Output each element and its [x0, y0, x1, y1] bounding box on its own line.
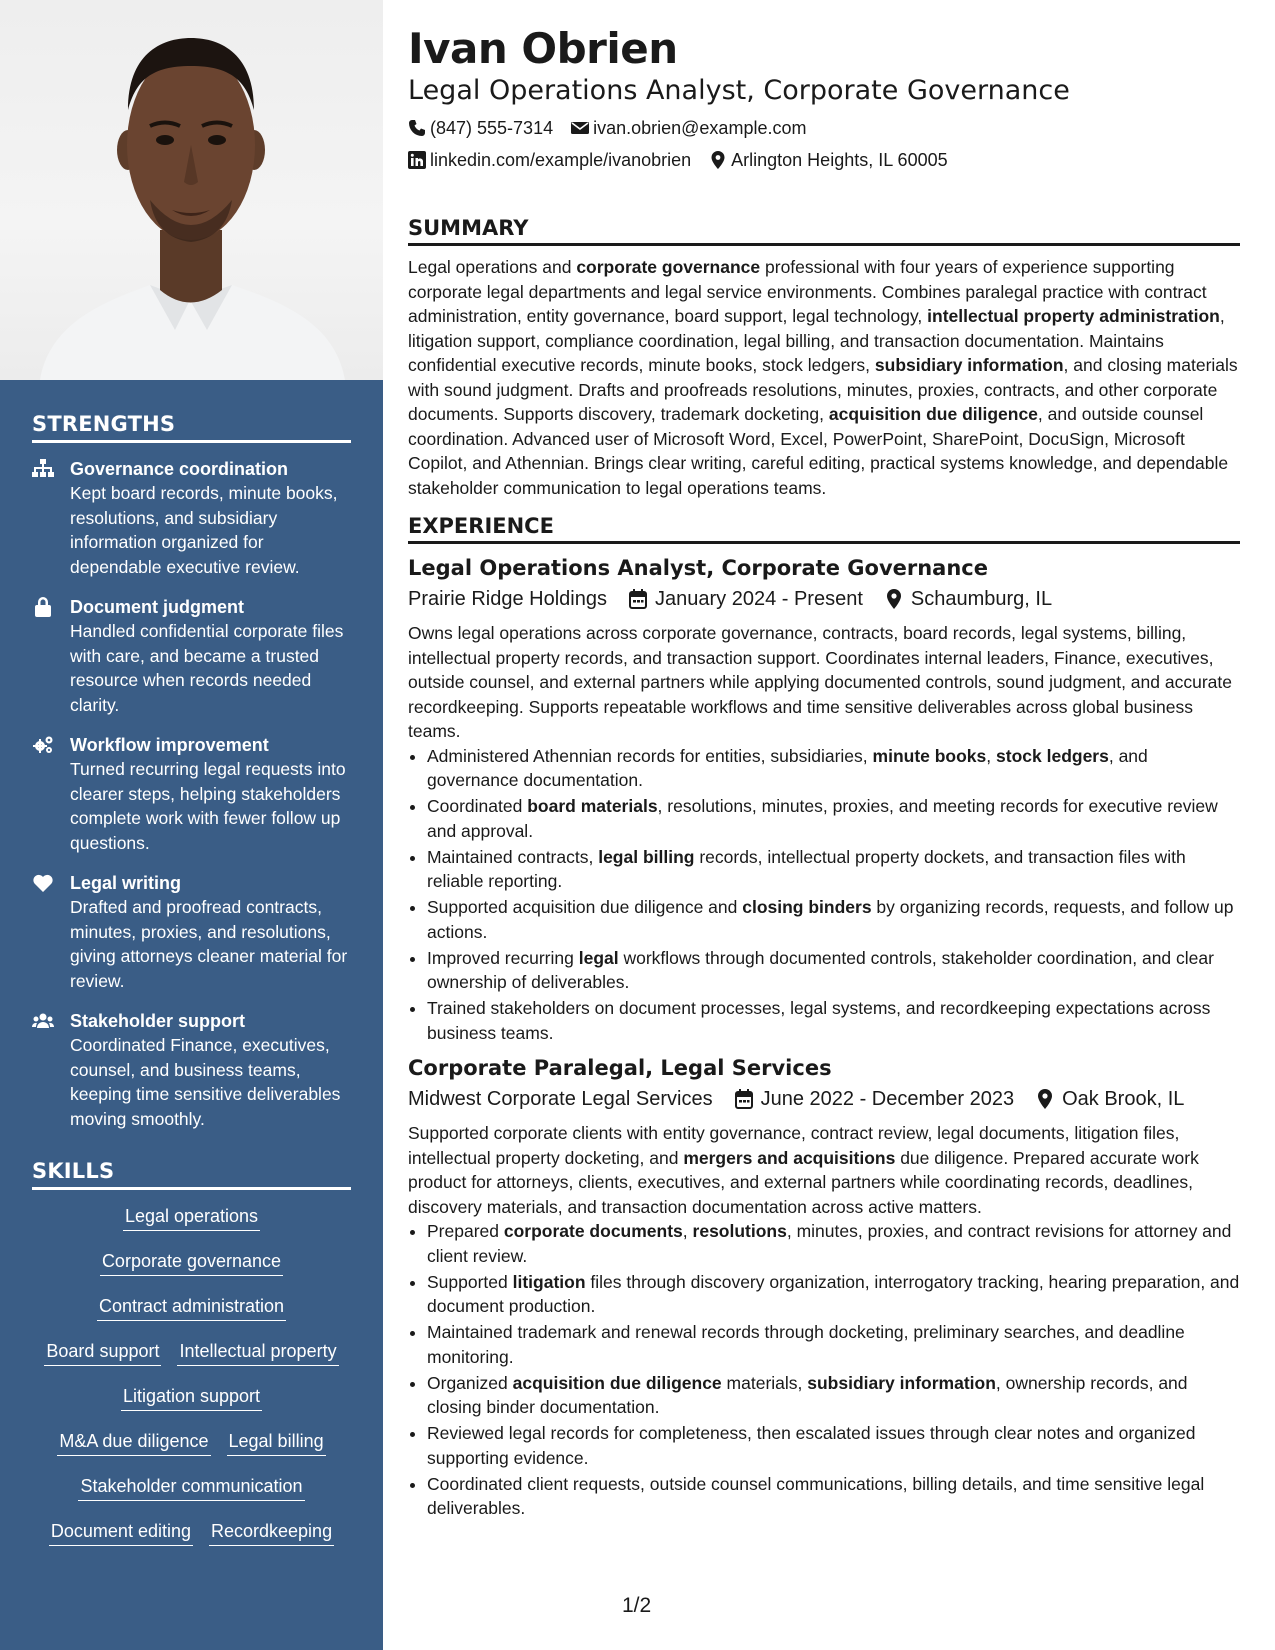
strength-desc: Turned recurring legal requests into clearer steps, helping stakeholders complete work with fewer follow up questions. [70, 759, 346, 853]
job-title: Corporate Paralegal, Legal Services [408, 1056, 832, 1080]
skills-list [32, 1204, 351, 1564]
bold-text: legal billing [598, 846, 695, 867]
strength-title: Document judgment [70, 597, 244, 617]
phone-item [408, 112, 553, 144]
job-description: Owns legal operations across corporate governance, contracts, board records, legal systems, billing, intellectual property records, and transaction support. Coordinates internal leaders, Finance, executives, outside counsel, and external partners while applying documented controls, sound judgment, and accurate recordkeeping. Supports repeatable workflows and time sensitive deliverables across global business teams. [408, 623, 1232, 741]
skill-tag: M&A due diligence [57, 1429, 210, 1456]
contact-row-2 [408, 144, 1240, 176]
bullet-item [427, 744, 1240, 793]
strengths-heading: STRENGTHS [32, 412, 351, 443]
job-description [408, 1121, 1240, 1219]
bullet-item [427, 1219, 1240, 1268]
strength-desc: Coordinated Finance, executives, counsel, and business teams, keeping time sensitive deliverables moving smoothly. [70, 1035, 341, 1129]
strength-title: Legal writing [70, 873, 182, 893]
bold-text: intellectual property administration [927, 306, 1220, 326]
lock-icon [32, 595, 70, 717]
text-run: , [682, 1221, 693, 1241]
text-run: professional with four years of experience supporting corporate legal departments and legal service environments. Combines paralegal practice with contract administration, entity governance, board support, legal technology, [408, 257, 1207, 326]
bullet-item [427, 794, 1240, 843]
bold-text: stock ledgers [996, 745, 1109, 766]
skill-tag: Recordkeeping [209, 1519, 334, 1546]
job-dates: January 2024 - Present [654, 588, 863, 610]
job-meta [408, 583, 1240, 615]
job-entry [408, 553, 1240, 1045]
strength-item [32, 733, 351, 855]
text-run: Improved recurring [427, 947, 579, 968]
heart-icon [32, 871, 70, 993]
job-bullets [408, 744, 1240, 1046]
text-run: , litigation support, compliance coordination, legal billing, and transaction documentation. Maintains confidential executive records, minute books, stock ledgers, [408, 306, 1225, 375]
phone-text: (847) 555-7314 [430, 118, 554, 138]
email-link[interactable]: ivan.obrien@example.com [593, 118, 807, 138]
strength-title: Stakeholder support [70, 1011, 246, 1031]
summary-text [408, 255, 1240, 500]
strength-title: Governance coordination [70, 459, 289, 479]
bold-text: acquisition due diligence [828, 404, 1038, 424]
users-icon [32, 1009, 70, 1131]
strengths-section [32, 412, 351, 1147]
strength-item [32, 871, 351, 993]
calendar-icon [629, 589, 647, 609]
skill-tag: Document editing [49, 1519, 193, 1546]
portrait-image [0, 0, 383, 380]
text-run: Maintained contracts, [427, 846, 599, 867]
skill-row [32, 1429, 351, 1474]
skill-tag: Corporate governance [100, 1249, 283, 1276]
linkedin-link[interactable]: linkedin.com/example/ivanobrien [430, 150, 692, 170]
strength-desc: Kept board records, minute books, resolutions, and subsidiary information organized for dependable executive review. [70, 483, 338, 577]
skill-row [32, 1384, 351, 1429]
envelope-icon [571, 119, 589, 137]
sitemap-icon [32, 457, 70, 579]
candidate-name: Ivan Obrien [408, 24, 678, 73]
bold-text: resolutions [692, 1221, 787, 1241]
text-run: , minutes, proxies, and contract revisions for attorney and client review. [427, 1221, 1232, 1266]
bold-text: subsidiary information [874, 355, 1064, 375]
skill-row [32, 1294, 351, 1339]
skill-row [32, 1519, 351, 1564]
text-run: , and outside counsel coordination. Advanced user of Microsoft Word, Excel, PowerPoint, SharePoint, DocuSign, Microsoft Copilot, and Athennian. Brings clear writing, careful editing, practical systems knowledge, and dependable stakeholder communication to legal operations teams. [408, 404, 1229, 498]
calendar-icon [735, 1089, 753, 1109]
linkedin-icon [408, 151, 426, 169]
bullet-item [427, 946, 1240, 995]
skill-tag: Legal billing [227, 1429, 326, 1456]
skills-heading: SKILLS [32, 1159, 351, 1190]
map-pin-icon [885, 589, 903, 609]
map-pin-icon [709, 151, 727, 169]
bullet-item [427, 1421, 1240, 1470]
text-run: materials, [721, 1372, 808, 1393]
bold-text: legal [578, 947, 619, 968]
bold-text: corporate documents [503, 1221, 683, 1241]
text-run: , [986, 745, 997, 766]
strength-item [32, 1009, 351, 1131]
text-run: workflows through documented controls, stakeholder coordination, and clear ownership of deliverables. [427, 947, 1214, 992]
text-run: by organizing records, requests, and follow up actions. [427, 897, 1234, 942]
main-content [408, 24, 1240, 1529]
job-bullets [408, 1219, 1240, 1521]
bold-text: subsidiary information [807, 1372, 996, 1393]
bullet-item [427, 1270, 1240, 1319]
text-run: Legal operations and [408, 257, 577, 277]
bullet-item [427, 1320, 1240, 1369]
sidebar [0, 0, 383, 1650]
skill-tag: Stakeholder communication [78, 1474, 304, 1501]
text-run: records, intellectual property dockets, and transaction files with reliable reporting. [427, 846, 1186, 891]
bold-text: board materials [527, 796, 658, 816]
linkedin-item [408, 144, 691, 176]
bold-text: closing binders [742, 897, 872, 917]
text-run: files through discovery organization, interrogatory tracking, hearing preparation, and document production. [427, 1271, 1240, 1316]
bold-text: corporate governance [576, 257, 761, 277]
text-run: Maintained trademark and renewal records through docketing, preliminary searches, and deadline monitoring. [427, 1322, 1185, 1367]
job-dates: June 2022 - December 2023 [760, 1088, 1015, 1110]
map-pin-icon [1036, 1089, 1054, 1109]
bold-text: mergers and acquisitions [683, 1147, 896, 1168]
job-location: Oak Brook, IL [1062, 1088, 1185, 1110]
text-run: Administered Athennian records for entities, subsidiaries, [427, 745, 873, 766]
job-meta [408, 1083, 1240, 1115]
phone-icon [408, 119, 426, 137]
skill-tag: Litigation support [121, 1384, 262, 1411]
bold-text: acquisition due diligence [512, 1372, 722, 1393]
bullet-item [427, 996, 1240, 1045]
text-run: Prepared [427, 1221, 504, 1241]
skill-row [32, 1204, 351, 1249]
strength-item [32, 457, 351, 579]
experience-heading: EXPERIENCE [408, 514, 1240, 544]
bullet-item [427, 1472, 1240, 1521]
profile-photo [0, 0, 383, 380]
bold-text: litigation [512, 1271, 586, 1292]
text-run: Coordinated client requests, outside counsel communications, billing details, and time sensitive legal deliverables. [427, 1473, 1205, 1518]
page-number: 1/2 [622, 1594, 652, 1617]
job-entry [408, 1053, 1240, 1521]
strength-desc: Handled confidential corporate files with care, and became a trusted resource when records needed clarity. [70, 621, 344, 715]
text-run: Reviewed legal records for completeness, then escalated issues through clear notes and organized supporting evidence. [427, 1423, 1196, 1468]
text-run: Organized [427, 1372, 513, 1393]
cogs-icon [32, 733, 70, 855]
company-name: Midwest Corporate Legal Services [408, 1088, 713, 1110]
summary-heading: SUMMARY [408, 216, 1240, 246]
text-run: Supported corporate clients with entity governance, contract review, legal documents, litigation files, intellectual property docketing, and [408, 1123, 1180, 1168]
text-run: due diligence. Prepared accurate work product for attorneys, clients, executives, and external partners while coordinating records, deadlines, discovery materials, and transaction documentation across active matters. [408, 1147, 1199, 1217]
skill-row [32, 1474, 351, 1519]
text-run: Supported acquisition due diligence and [427, 897, 743, 917]
skills-section [32, 1159, 351, 1564]
bullet-item [427, 1371, 1240, 1420]
text-run: , and closing materials with sound judgment. Drafts and proofreads resolutions, minutes, proxies, contracts, and other corporate documents. Supports discovery, trademark docketing, [408, 355, 1238, 424]
strength-item [32, 595, 351, 717]
job-location: Schaumburg, IL [910, 588, 1053, 610]
contact-row [408, 112, 1240, 144]
company-name: Prairie Ridge Holdings [408, 588, 607, 610]
text-run: , and governance documentation. [427, 745, 1148, 790]
location-item [709, 144, 947, 176]
skill-tag: Intellectual property [177, 1339, 338, 1366]
text-run: Trained stakeholders on document processes, legal systems, and recordkeeping expectations across business teams. [427, 998, 1211, 1043]
skill-row [32, 1249, 351, 1294]
email-item [571, 112, 806, 144]
skill-row [32, 1339, 351, 1384]
strength-title: Workflow improvement [70, 735, 269, 755]
text-run: , ownership records, and closing binder documentation. [427, 1372, 1188, 1417]
candidate-headline: Legal Operations Analyst, Corporate Governance [408, 75, 1070, 106]
skill-tag: Legal operations [123, 1204, 260, 1231]
skill-tag: Board support [44, 1339, 161, 1366]
location-text: Arlington Heights, IL 60005 [731, 150, 948, 170]
text-run: , resolutions, minutes, proxies, and meeting records for executive review and approval. [427, 796, 1218, 841]
bullet-item [427, 895, 1240, 944]
text-run: Coordinated [427, 796, 528, 816]
strength-desc: Drafted and proofread contracts, minutes, proxies, and resolutions, giving attorneys cleaner material for review. [70, 897, 348, 991]
text-run: Supported [427, 1271, 513, 1292]
job-title: Legal Operations Analyst, Corporate Governance [408, 556, 988, 580]
bullet-item [427, 845, 1240, 894]
skill-tag: Contract administration [97, 1294, 286, 1321]
bold-text: minute books [872, 745, 987, 766]
